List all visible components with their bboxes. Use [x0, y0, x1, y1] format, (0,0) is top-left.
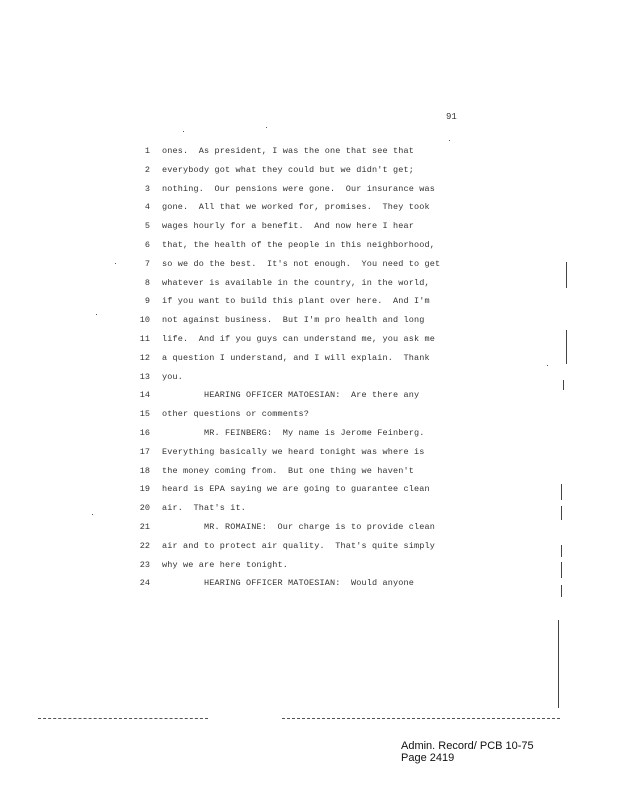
- line-text: so we do the best. It's not enough. You need to get: [162, 258, 441, 269]
- transcript-line: [0, 146, 600, 160]
- transcript-line: [0, 503, 600, 517]
- line-number: 18: [139, 465, 150, 476]
- line-number: 2: [144, 164, 150, 175]
- line-number: 23: [139, 559, 150, 570]
- scan-speck: [449, 140, 450, 141]
- line-text: whatever is available in the country, in the world,: [162, 277, 430, 288]
- line-number: 8: [144, 277, 150, 288]
- transcript-line: [0, 202, 600, 216]
- transcript-line: [0, 334, 600, 348]
- transcript-line: [0, 466, 600, 480]
- page-number: 91: [446, 112, 457, 122]
- line-text: Everything basically we heard tonight was where is: [162, 446, 425, 457]
- scan-speck: [92, 514, 93, 515]
- line-text: air and to protect air quality. That's quite simply: [162, 540, 436, 551]
- line-text: HEARING OFFICER MATOESIAN: Would anyone: [204, 578, 415, 589]
- transcript-line: [0, 428, 600, 442]
- transcript-line: [0, 484, 600, 498]
- transcript-line: [0, 184, 600, 198]
- line-number: 7: [144, 258, 150, 269]
- line-text: HEARING OFFICER MATOESIAN: Are there any: [204, 390, 420, 401]
- scan-margin-mark: [561, 562, 562, 578]
- line-text: you.: [162, 371, 184, 382]
- transcript-line: [0, 165, 600, 179]
- transcript-line: [0, 259, 600, 273]
- transcript-line: [0, 560, 600, 574]
- transcript-line: [0, 447, 600, 461]
- line-number: 20: [139, 503, 150, 514]
- line-text: gone. All that we worked for, promises. They took: [162, 202, 430, 213]
- admin-record-label: Admin. Record/ PCB 10-75: [401, 740, 534, 752]
- transcript-line: [0, 315, 600, 329]
- line-number: 3: [144, 183, 150, 194]
- scan-dashed-line: [282, 718, 560, 719]
- scan-speck: [266, 127, 267, 128]
- scan-margin-mark: [566, 262, 567, 288]
- line-text: not against business. But I'm pro health and long: [162, 315, 425, 326]
- scan-margin-mark: [561, 545, 562, 557]
- scan-margin-mark: [561, 585, 562, 597]
- line-text: nothing. Our pensions were gone. Our insurance was: [162, 183, 436, 194]
- line-text: wages hourly for a benefit. And now here I hear: [162, 221, 415, 232]
- scan-speck: [183, 131, 184, 132]
- line-text: life. And if you guys can understand me, you ask me: [162, 334, 436, 344]
- scan-speck: [96, 314, 97, 315]
- scan-margin-mark: [566, 330, 567, 364]
- scan-margin-mark: [558, 620, 559, 708]
- line-text: if you want to build this plant over here. And I'm: [162, 296, 430, 307]
- scan-margin-mark: [561, 484, 562, 500]
- line-text: ones. As president, I was the one that see that: [162, 146, 415, 156]
- line-number: 17: [139, 446, 150, 457]
- line-text: other questions or comments?: [162, 409, 310, 420]
- scan-dashed-line: [38, 718, 208, 719]
- transcript-line: [0, 541, 600, 555]
- line-text: MR. FEINBERG: My name is Jerome Feinberg.: [204, 428, 425, 438]
- line-text: that, the health of the people in this neighborhood,: [162, 240, 436, 250]
- transcript-line: [0, 522, 600, 536]
- line-number: 24: [139, 578, 150, 589]
- transcript-line: [0, 372, 600, 386]
- line-number: 14: [139, 390, 150, 401]
- scan-speck: [115, 263, 116, 264]
- line-text: heard is EPA saying we are going to guarantee clean: [162, 484, 430, 495]
- transcript-line: [0, 409, 600, 423]
- transcript-line: [0, 296, 600, 310]
- line-number: 6: [144, 240, 150, 250]
- line-number: 10: [139, 315, 150, 326]
- scan-speck: [547, 365, 548, 366]
- line-number: 12: [139, 352, 150, 363]
- line-text: why we are here tonight.: [162, 559, 289, 570]
- line-number: 4: [144, 202, 150, 213]
- line-number: 11: [139, 334, 150, 344]
- line-number: 5: [144, 221, 150, 232]
- transcript-line: [0, 221, 600, 235]
- line-number: 13: [139, 371, 150, 382]
- line-number: 1: [144, 146, 150, 156]
- scan-margin-mark: [561, 506, 562, 520]
- scan-margin-mark: [563, 380, 564, 390]
- line-text: a question I understand, and I will explain. Thank: [162, 352, 430, 363]
- transcript-line: [0, 390, 600, 404]
- transcript-line: [0, 578, 600, 592]
- line-number: 19: [139, 484, 150, 495]
- line-text: air. That's it.: [162, 503, 247, 514]
- line-number: 9: [144, 296, 150, 307]
- line-number: 16: [139, 428, 150, 438]
- footer-page-number: Page 2419: [401, 752, 455, 764]
- line-text: everybody got what they could but we didn't get;: [162, 164, 415, 175]
- transcript-line: [0, 353, 600, 367]
- line-text: MR. ROMAINE: Our charge is to provide clean: [204, 522, 436, 532]
- transcript-line: [0, 278, 600, 292]
- page-footer: [401, 740, 534, 764]
- line-number: 21: [139, 522, 150, 532]
- line-text: the money coming from. But one thing we haven't: [162, 465, 415, 476]
- line-number: 22: [139, 540, 150, 551]
- transcript-line: [0, 240, 600, 254]
- line-number: 15: [139, 409, 150, 420]
